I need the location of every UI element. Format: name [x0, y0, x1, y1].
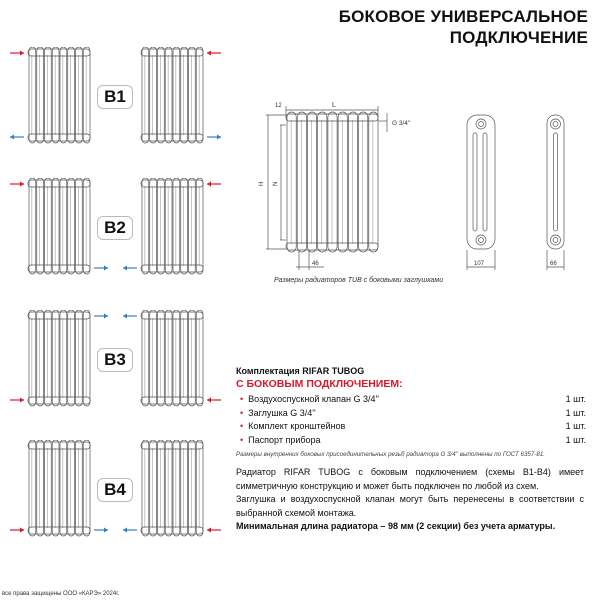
scheme-b4	[0, 440, 230, 540]
bullet-icon: •	[240, 421, 244, 432]
dim-H: H	[259, 181, 265, 186]
dimension-drawing	[250, 90, 590, 280]
dim-12: 12	[275, 103, 282, 109]
scheme-b3	[0, 310, 230, 410]
page-title: БОКОВОЕ УНИВЕРСАЛЬНОЕ ПОДКЛЮЧЕНИЕ	[338, 7, 588, 47]
dim-66: 66	[550, 261, 557, 267]
flow-arrow	[10, 51, 24, 56]
flow-arrow	[123, 314, 137, 319]
kit-item: • Воздухоспускной клапан G 3/4'' 1 шт.	[240, 394, 586, 404]
flow-arrow	[10, 135, 24, 140]
flow-arrow	[207, 528, 221, 533]
flow-arrow	[207, 182, 221, 187]
flow-arrow	[10, 528, 24, 533]
radiator-right	[141, 178, 203, 274]
flow-arrow	[94, 528, 108, 533]
description: Радиатор RIFAR TUBOG с боковым подключением (схемы B1-B4) имеет симметричную конструкцию и может быть подключен по любой из схем. Заглушка и воздухоспускной клапан могут быть перенесены в соответствии с выбранной схемой монтажа. Минимальная длина радиатора – 98 мм (2 секции) без учета арматуры.	[236, 467, 584, 531]
thread-size: G 3/4''	[392, 120, 411, 127]
bullet-icon: •	[240, 407, 244, 418]
radiator-left	[28, 310, 90, 406]
radiator-right	[141, 440, 203, 536]
kit-contents	[236, 366, 586, 458]
scheme-b1	[0, 47, 230, 147]
radiator-front-view	[286, 112, 378, 252]
scheme-label: B2	[97, 216, 133, 240]
bullet-icon: •	[240, 394, 244, 404]
radiator-right	[141, 310, 203, 406]
flow-arrow	[207, 398, 221, 403]
flow-arrow	[207, 135, 221, 140]
kit-list	[236, 393, 586, 448]
flow-arrow	[10, 398, 24, 403]
radiator-right	[141, 47, 203, 143]
kit-item: • Заглушка G 3/4'' 1 шт.	[240, 407, 586, 418]
dim-N: N	[273, 181, 279, 186]
thread-note: Размеры внутренних боковых присоединительных резьб радиатора G 3/4'' выполнены по ГОСТ 6357-81.	[236, 450, 545, 458]
dim-107: 107	[474, 261, 485, 267]
flow-arrow	[123, 528, 137, 533]
radiator-left	[28, 47, 90, 143]
scheme-b2	[0, 178, 230, 278]
scheme-label: B3	[97, 348, 133, 372]
flow-arrow	[207, 51, 221, 56]
flow-arrow	[123, 266, 137, 271]
scheme-label: B4	[97, 478, 133, 502]
flow-arrow	[10, 182, 24, 187]
drawing-caption: Размеры радиаторов TUB с боковыми заглушками	[274, 277, 444, 284]
bullet-icon: •	[240, 435, 244, 446]
kit-item: • Комплект кронштейнов 1 шт.	[240, 421, 586, 432]
scheme-label: B1	[97, 85, 133, 109]
kit-item: • Паспорт прибора 1 шт.	[240, 435, 586, 446]
kit-heading: Комплектация RIFAR TUBOG	[236, 366, 365, 376]
kit-subheading: С БОКОВЫМ ПОДКЛЮЧЕНИЕМ:	[236, 378, 403, 390]
flow-arrow	[94, 314, 108, 319]
dim-46: 46	[312, 261, 319, 267]
copyright: все права защищены ООО «КАРЭ» 2024г.	[2, 591, 120, 597]
radiator-left	[28, 178, 90, 274]
flow-arrow	[94, 266, 108, 271]
dim-L: L	[332, 102, 336, 109]
radiator-left	[28, 440, 90, 536]
